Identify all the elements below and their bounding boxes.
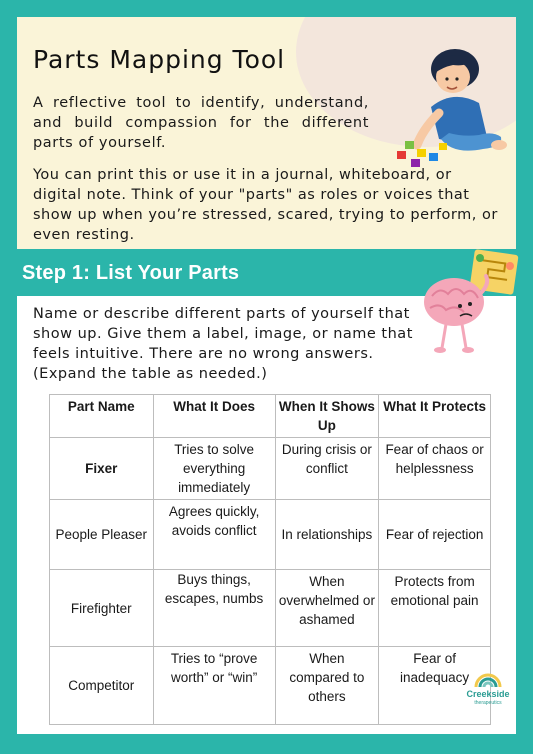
cell-part-name: People Pleaser: [50, 500, 154, 570]
cell-what-it-protects: Fear of inadequacy: [379, 647, 491, 725]
cell-when-it-shows-up: When compared to others: [275, 647, 379, 725]
cell-when-it-shows-up: During crisis or conflict: [275, 438, 379, 500]
table-header-row: [50, 395, 491, 438]
header-what-it-does: What It Does: [153, 395, 275, 438]
table-row: [50, 438, 491, 500]
creekside-logo: [458, 665, 522, 715]
parts-table: [49, 394, 491, 725]
rainbow-logo-icon: [458, 665, 518, 689]
cell-what-it-does: [153, 570, 275, 647]
logo-name: Creekside: [466, 689, 510, 699]
cell-part-name: Firefighter: [50, 570, 154, 647]
cell-what-it-protects: Fear of rejection: [379, 500, 491, 570]
cell-what-it-does: Tries to “prove worth” or “win”: [153, 647, 275, 725]
header-when-it-shows-up: When It Shows Up: [275, 395, 379, 438]
step-card: [17, 296, 516, 734]
cell-what-it-protects: Fear of chaos or helplessness: [379, 438, 491, 500]
page-title: Parts Mapping Tool: [33, 45, 286, 74]
child-puzzle-illustration: [383, 37, 513, 172]
cell-what-it-does-text: Buys things, escapes, numbs: [164, 572, 264, 606]
cell-what-it-does: Tries to solve everything immediately: [153, 438, 275, 500]
cell-part-name: Competitor: [50, 647, 154, 725]
cell-part-name: Fixer: [50, 438, 154, 500]
step-title: Step 1: List Your Parts: [22, 262, 240, 284]
instructions-text: You can print this or use it in a journal, whiteboard, or digital note. Think of your "parts" as roles or voices that show up when you’re stressed, scared, trying to perform, or even resting.: [33, 167, 498, 243]
intro-text: A reflective tool to identify, understand, and build compassion for the different parts of yourself.: [33, 95, 369, 151]
worried-brain-illustration: [410, 248, 522, 358]
step-description: Name or describe different parts of yourself that show up. Give them a label, image, or name that feels intuitive. There are no wrong answers. (Expand the table as needed.): [33, 306, 413, 382]
table-row: [50, 500, 491, 570]
header-part-name: Part Name: [50, 395, 154, 438]
header-what-it-protects: What It Protects: [379, 395, 491, 438]
header-card: [17, 17, 516, 249]
cell-when-it-shows-up: In relationships: [275, 500, 379, 570]
cell-when-it-shows-up: When overwhelmed or ashamed: [275, 570, 379, 647]
table-row: [50, 570, 491, 647]
table-row: [50, 647, 491, 725]
cell-what-it-does: Agrees quickly, avoids conflict: [153, 500, 275, 570]
logo-subtitle: therapeutics: [474, 700, 502, 706]
cell-what-it-protects: Protects from emotional pain: [379, 570, 491, 647]
